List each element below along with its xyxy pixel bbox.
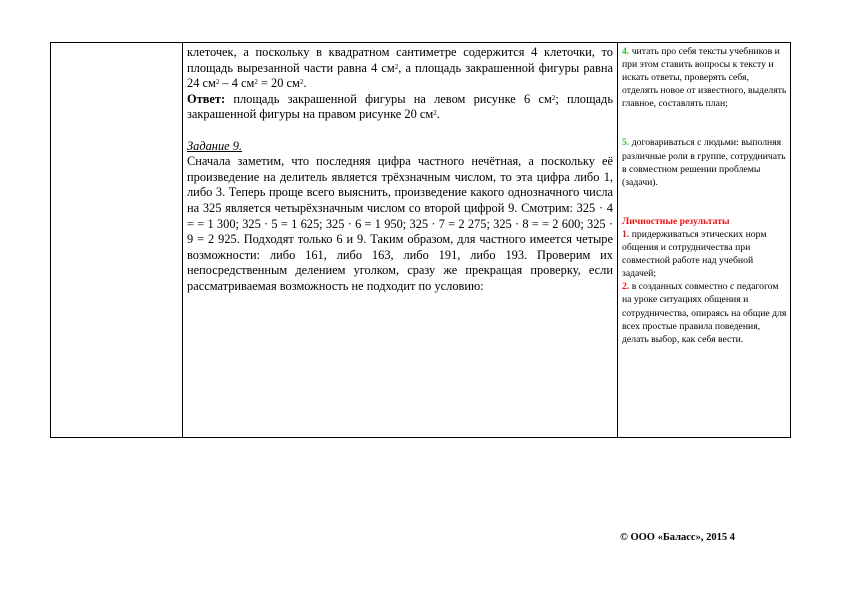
item-number: 5. xyxy=(622,137,630,149)
spacer xyxy=(622,123,787,136)
table-column-empty xyxy=(51,43,183,437)
spacer xyxy=(622,110,787,123)
item-number: 2. xyxy=(622,281,630,293)
superscript: 2 xyxy=(215,78,220,87)
content-table xyxy=(50,42,791,438)
copyright-footer: © ООО «Баласс», 2015 4 xyxy=(620,532,735,543)
table-column-solution xyxy=(183,43,618,437)
task-title: Задание 9. xyxy=(187,138,243,153)
table-column-results xyxy=(618,43,790,437)
area-paragraph: клеточек, а поскольку в квадратном сантиметре содержится 4 клеточки, то площадь вырезанной части равна 4 $см^2$, а площадь закрашенной фигуры равна 24 $см^2 - 4$ $см^2 = 20$ $см^2$. xyxy=(187,45,613,91)
superscript: 2 xyxy=(299,78,304,87)
item-number: 1. xyxy=(622,228,630,240)
personal-results-heading: Личностные результаты xyxy=(622,215,730,227)
superscript: 2 xyxy=(394,62,399,71)
spacer xyxy=(622,189,787,202)
superscript: 2 xyxy=(254,78,258,87)
superscript: 2 xyxy=(551,93,556,102)
answer-paragraph: Ответ: площадь закрашенной фигуры на левом рисунке 6 $см^2$; площадь закрашенной фигуры на правом рисунке 20 $см^2$. xyxy=(187,91,613,122)
superscript: 2 xyxy=(433,109,437,118)
result-item-1: 1. придерживаться этических норм общения и сотрудничества при совместной работе над учебной задачей; xyxy=(622,228,767,280)
spacer xyxy=(622,202,787,215)
result-item-4: 4. читать про себя тексты учебников и при этом ставить вопросы к тексту и искать ответы, проверять себя, отделять новое от известного, выделять главное, составлять план; xyxy=(622,46,787,110)
spacer xyxy=(187,123,613,139)
answer-label: Ответ: xyxy=(187,91,226,106)
item-number: 4. xyxy=(622,46,630,57)
result-item-5: 5. договариваться с людьми: выполняя различные роли в группе, сотрудничать в совместном решении проблемы (задачи). xyxy=(622,137,786,188)
result-item-2: 2. в созданных совместно с педагогом на уроке ситуациях общения и сотрудничества, опираясь на общие для всех простые правила поведения, делать выбор, как себя вести. xyxy=(622,281,787,345)
task-paragraph: Сначала заметим, что последняя цифра частного нечётная, а поскольку её произведение на делитель является трёхзначным числом, то эта цифра либо 1, либо 3. Теперь проще всего выяснить, произведение какого однозначного числа на 325 является четырёхзначным числом со второй цифрой 9. Смотрим: 325 · 4 = = 1 300; 325 · 5 = 1 625; 325 · 6 = 1 950; 325 · 7 = 2 275; 325 · 8 = = 2 600; 325 · 9 = 2 925. Подходят только 6 и 9. Таким образом, для частного имеется четыре возможности: либо 161, либо 163, либо 191, либо 193. Проверим их непосредственным делением уголком, сразу же прекращая проверку, если рассматриваемая возможность не подходит по условию: xyxy=(187,154,613,293)
